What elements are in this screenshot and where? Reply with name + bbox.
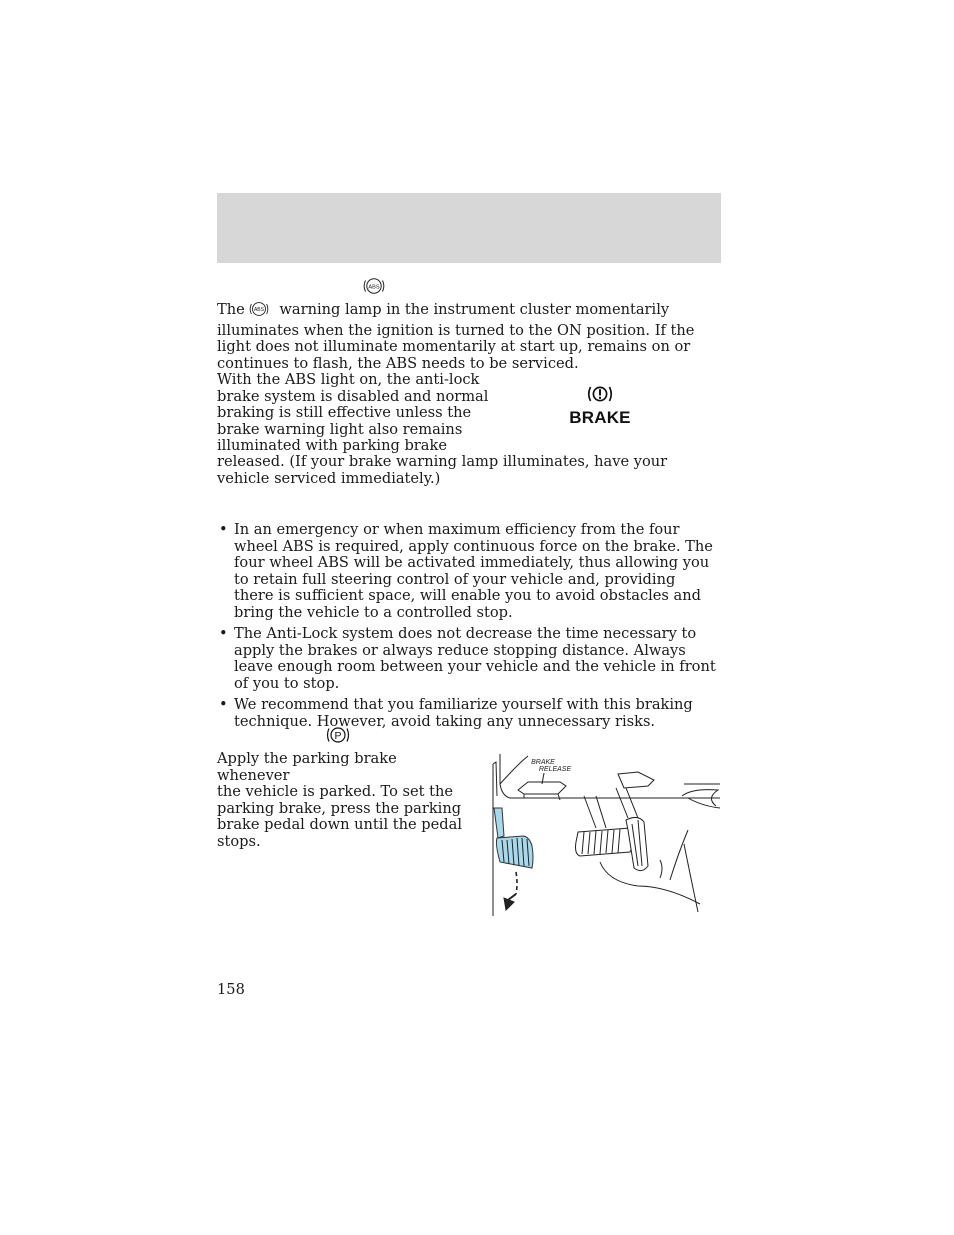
parking-brake-line: Apply the parking brake whenever — [217, 750, 397, 784]
abs-light-line: brake system is disabled and normal — [217, 387, 489, 405]
parking-brake-line: brake pedal down until the pedal — [217, 816, 462, 833]
bullet-dot: • — [219, 521, 228, 538]
list-item — [217, 626, 717, 692]
brake-release-label-line1: BRAKE — [531, 759, 555, 766]
parking-brake-icon-letter: P — [334, 729, 342, 742]
brake-warning-icon — [560, 384, 640, 409]
parking-brake-line: parking brake, press the parking — [217, 799, 462, 817]
bullet-dot: • — [219, 696, 228, 713]
abs-intro-prefix: The — [217, 301, 245, 318]
page-number: 158 — [217, 981, 245, 998]
abs-light-line: illuminated with parking brake — [217, 437, 447, 454]
abs-intro-paragraph — [217, 300, 722, 372]
bullet-dot: • — [219, 625, 228, 642]
abs-light-paragraph-tail: released. (If your brake warning lamp illuminates, have your vehicle serviced immediately.) — [217, 453, 668, 487]
list-item-text: The Anti-Lock system does not decrease the time necessary to apply the brakes or always reduce stopping distance. Always leave enough room between your vehicle and the vehicle in front of you to stop. — [234, 625, 716, 692]
abs-light-paragraph — [217, 372, 537, 455]
svg-text:ABS: ABS — [368, 284, 380, 291]
abs-light-line: braking is still effective unless the — [217, 404, 472, 421]
abs-light-line: brake warning light also remains — [217, 420, 463, 438]
list-item — [217, 522, 717, 621]
abs-intro-text: warning lamp in the instrument cluster momentarily illuminates when the ignition is turned to the ON position. If the light does not illuminate momentarily at start up, remains on or continues to flash, the ABS needs to be serviced. — [217, 301, 695, 372]
list-item-text: We recommend that you familiarize yourself with this braking technique. However, avoid taking any unnecessary risks. — [234, 696, 693, 730]
brake-warning-label: BRAKE — [569, 407, 631, 427]
list-item-text: In an emergency or when maximum efficiency from the four wheel ABS is required, apply continuous force on the brake. The four wheel ABS will be activated immediately, thus allowing you to retain full steering control of your vehicle and, providing there is sufficient space, will enable you to avoid obstacles and bring the vehicle to a controlled stop. — [234, 521, 713, 621]
section-header-band — [217, 193, 721, 263]
abs-warning-icon — [247, 300, 271, 323]
parking-brake-line: stops. — [217, 832, 261, 850]
abs-light-line: With the ABS light on, the anti-lock — [217, 371, 480, 388]
brake-warning-symbol — [560, 384, 640, 427]
abs-warning-icon — [362, 276, 386, 301]
parking-brake-icon — [325, 725, 351, 750]
svg-text:ABS: ABS — [253, 307, 264, 314]
parking-brake-line: the vehicle is parked. To set the — [217, 783, 454, 800]
abs-tips-list — [217, 522, 717, 735]
parking-brake-pedal-illustration — [488, 754, 722, 924]
brake-release-label-line2: RELEASE — [538, 766, 572, 773]
parking-brake-paragraph — [217, 751, 467, 850]
list-item — [217, 697, 717, 730]
